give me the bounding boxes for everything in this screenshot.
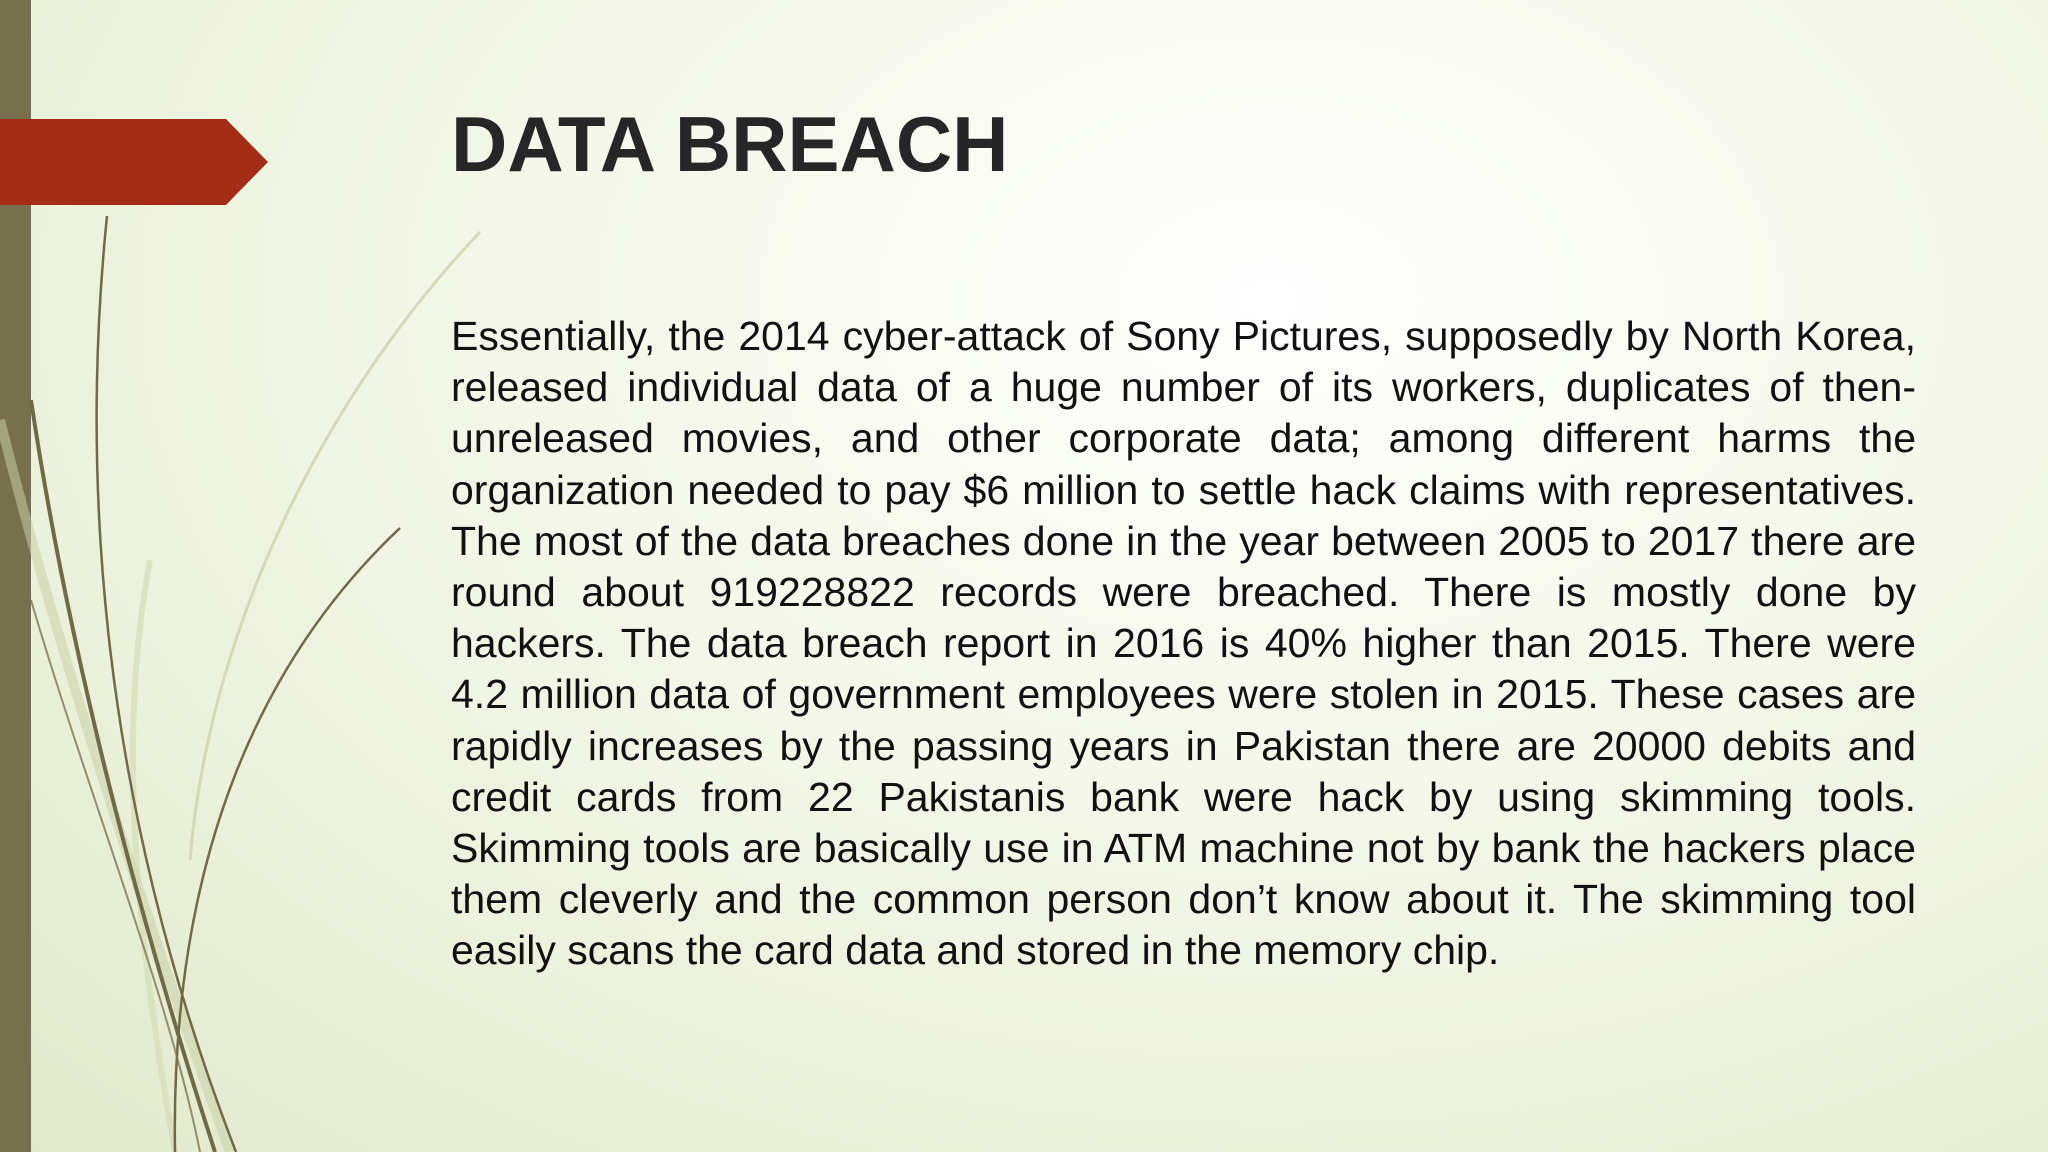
curve-light-2 (190, 232, 480, 860)
slide-body-text: Essentially, the 2014 cyber-attack of Sony Pictures, supposedly by North Korea, released individual data of a huge number of its workers, duplicates of then-unreleased movies, and other corporate data; among different harms the organization needed to pay $6 million to settle hack claims with representatives. The most of the data breaches done in the year between 2005 to 2017 there are round about 919228822 records were breached. There is mostly done by hackers. The data breach report in 2016 is 40% higher than 2015. There were 4.2 million data of government employees were stolen in 2015. These cases are rapidly increases by the passing years in Pakistan there are 20000 debits and credit cards from 22 Pakistanis bank were hack by using skimming tools. Skimming tools are basically use in ATM machine not by bank the hackers place them cleverly and the common person don’t know about it. The skimming tool easily scans the card data and stored in the memory chip. (451, 313, 1916, 974)
curve-dark-4 (31, 600, 200, 1152)
curve-dark-3 (175, 528, 400, 1152)
curve-dark-1 (97, 216, 236, 1152)
curve-light-1 (0, 420, 230, 1152)
title-arrow-tab (0, 119, 268, 205)
slide-title: DATA BREACH (451, 100, 1009, 188)
curve-light-3 (133, 560, 175, 1152)
